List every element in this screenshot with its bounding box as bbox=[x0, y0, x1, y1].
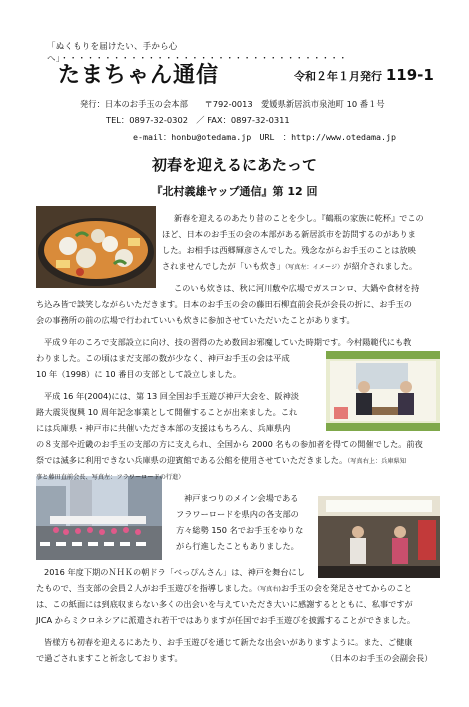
issue-date bbox=[294, 66, 434, 84]
line-text: の８支部や近畿のお手玉の支部の方に支えられ、全国から 2000 名もの参加者を得ての開催でした。前夜 bbox=[36, 439, 423, 449]
article-line bbox=[44, 634, 412, 650]
article-line bbox=[176, 538, 299, 554]
line-text: 神戸まつりのメイン会場である bbox=[184, 493, 299, 503]
tel-fax-line: TEL：0897-32-0302 ／ FAX：0897-32-0311 bbox=[106, 115, 290, 125]
line-text: 10 年（1998）に 10 番目の支部として設立しました。 bbox=[36, 369, 242, 379]
article-line bbox=[36, 312, 355, 328]
publisher-line: 発行：日本のお手玉の会本部 〒792-0013 愛媛県新居浜市泉池町 10 番１号 bbox=[80, 99, 385, 109]
article-line bbox=[36, 404, 297, 420]
article-line bbox=[36, 596, 413, 612]
article-line bbox=[36, 468, 185, 486]
article-line bbox=[44, 334, 411, 350]
article-line bbox=[36, 650, 183, 666]
line-text: 平成９年のころで支部設立に向け、技の習得のため数回お邪魔していた時期です。今村陽範代にも教 bbox=[44, 337, 412, 347]
line-text: がら行進したこともありました。 bbox=[176, 541, 299, 551]
email-url-line: e-mail：honbu@otedama.jp URL ：http://www.otedama.jp bbox=[133, 132, 396, 142]
article-line bbox=[36, 612, 415, 628]
article-line bbox=[36, 366, 241, 382]
line-text: 平成 16 年(2004)には、第 13 回全国お手玉遊び神戸大会を、阪神淡 bbox=[44, 391, 299, 401]
line-text: たもので、当支部の会員２人がお手玉遊びを指導しました。 bbox=[36, 583, 257, 593]
article-line bbox=[174, 280, 419, 296]
article-line bbox=[36, 350, 290, 366]
newsletter-title: たまちゃん通信 bbox=[58, 62, 220, 88]
article-line bbox=[162, 226, 416, 242]
line-text-continued: お手玉の会を発足させてからのこと bbox=[280, 583, 412, 593]
article-line bbox=[44, 564, 305, 580]
article-line bbox=[184, 490, 298, 506]
line-text: フラワーロードを県内の各支部の bbox=[176, 509, 299, 519]
photo-caption-note: （写真左：イメージ） bbox=[284, 264, 344, 271]
line-text: は、この紙面には到底収まらない多くの出会いを与えていただき大いに感謝するとともに、私事ですが bbox=[36, 599, 413, 609]
article-line bbox=[36, 420, 290, 436]
article-line bbox=[36, 436, 423, 452]
line-text: 2016 年度下期のＮＨＫの朝ドラ「べっぴんさん」は、神戸を舞台にし bbox=[44, 567, 305, 577]
line-text: 皆様方も初春を迎えるにあたり、お手玉遊びを通じて新たな出会いがありますように。また、ご健康 bbox=[44, 637, 413, 647]
kobe-members-photo bbox=[318, 496, 440, 578]
photo-caption-note: （写真右上：兵庫県知 bbox=[347, 458, 406, 465]
series-title: 『北村義雄ヤップ通信』第 12 回 bbox=[151, 185, 318, 198]
line-text: 会の事務所の前の広場で行われていいも炊きに参加させていただいたことがあります。 bbox=[36, 315, 355, 325]
line-text: ほど、日本のお手玉の会の本部がある新居浜市を訪問するのがありま bbox=[162, 229, 416, 239]
line-text: 新春を迎えるのあたり昔のことを少し。『鶴瓶の家族に乾杯』でこの bbox=[174, 213, 424, 223]
line-text: わりました。この頃はまだ支部の数が少なく、神戸お手玉の会は平成 bbox=[36, 353, 290, 363]
photo-caption-note: （写真右) bbox=[256, 586, 281, 593]
tagline: 「ぬくもりを届けたい、手から心へ」・・・・・・・・・・・・・・・・・・・・・・・・・・・・・・・・・ bbox=[47, 42, 348, 64]
author-credit: （日本のお手玉の会副会長） bbox=[326, 653, 433, 663]
article-line bbox=[44, 388, 299, 404]
issue-label: 令和２年１月発行 bbox=[294, 70, 382, 83]
governor-photo bbox=[326, 351, 440, 431]
line-text: した。お相手は西郷輝彦さんでした。残念ながらお手玉のことは放映 bbox=[162, 245, 416, 255]
imo-daki-photo bbox=[36, 206, 156, 288]
photo-caption-note: 事と藤田直前会長、写真左：フラワーロードの行進） bbox=[36, 474, 185, 481]
issue-number: 119-1 bbox=[385, 66, 434, 84]
article-line bbox=[176, 506, 299, 522]
line-text-continued: が紹介されました。 bbox=[343, 261, 418, 271]
article-line bbox=[36, 296, 412, 312]
line-text: で過ごされますこと祈念しております。 bbox=[36, 653, 183, 663]
line-text: されませんでしたが「いも炊き」 bbox=[162, 261, 285, 271]
line-text: JICA からミクロネシアに派遣され若干ではありますが任国でお手玉遊びを披露することができました。 bbox=[36, 615, 416, 625]
article-line bbox=[176, 522, 303, 538]
article-line bbox=[174, 210, 424, 226]
line-text: 祭では滅多に利用できない兵庫県の迎賓館である公館を使用させていただきました。 bbox=[36, 455, 348, 465]
article-line bbox=[162, 242, 416, 258]
line-text: 路大震災復興 10 周年記念事業として開催することが出来ました。これ bbox=[36, 407, 298, 417]
article-line bbox=[162, 258, 417, 276]
line-text: 方々総勢 150 名でお手玉をゆりな bbox=[176, 525, 304, 535]
line-text: このいも炊きは、秋に河川敷や広場でガスコンロ、大鍋や食材を持 bbox=[174, 283, 420, 293]
line-text: ち込み皆で談笑しながらいただきます。日本のお手玉の会の藤田石柳直前会長が会長の折に、お手玉の bbox=[36, 299, 412, 309]
line-text: には兵庫県・神戸市に共催いただき本部の支援はもちろん、兵庫県内 bbox=[36, 423, 291, 433]
article-headline: 初春を迎えるにあたって bbox=[151, 156, 317, 174]
parade-photo bbox=[36, 476, 162, 560]
